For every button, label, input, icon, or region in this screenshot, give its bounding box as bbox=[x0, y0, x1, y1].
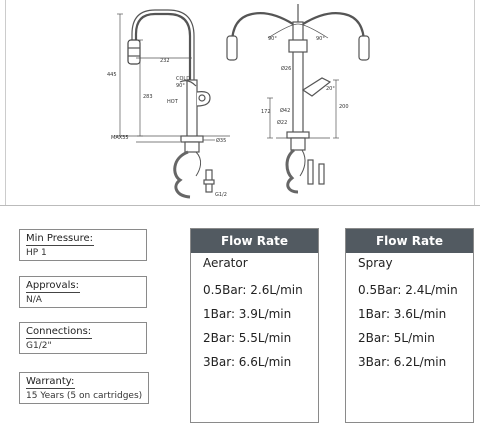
dim-232: 232 bbox=[160, 58, 170, 64]
dim-445: 445 bbox=[107, 72, 117, 78]
label-angle-a: 90° bbox=[268, 36, 277, 42]
label-angle-c: 20° bbox=[326, 86, 335, 92]
spec-value: N/A bbox=[26, 295, 42, 305]
flow-rate-header: Flow Rate bbox=[346, 229, 473, 253]
flow-rate-row: 1Bar: 3.6L/min bbox=[358, 307, 447, 321]
flow-rate-row: 2Bar: 5L/min bbox=[358, 331, 435, 345]
dim-max35: MAX35 bbox=[111, 135, 129, 141]
tap-technical-drawing bbox=[0, 0, 480, 206]
spec-value: G1/2" bbox=[26, 341, 52, 351]
flow-rate-row: 2Bar: 5.5L/min bbox=[203, 331, 292, 345]
flow-rate-row: 0.5Bar: 2.4L/min bbox=[358, 283, 458, 297]
spec-label: Warranty: bbox=[26, 376, 75, 387]
flow-rate-row: 3Bar: 6.6L/min bbox=[203, 355, 292, 369]
dim-dia42: Ø42 bbox=[280, 108, 291, 114]
spec-label: Approvals: bbox=[26, 280, 79, 291]
dim-dia22: Ø22 bbox=[277, 120, 288, 126]
label-angle-b: 90° bbox=[316, 36, 325, 42]
label-cold: COLD bbox=[176, 76, 191, 82]
flow-rate-row: 0.5Bar: 2.6L/min bbox=[203, 283, 303, 297]
spec-connections bbox=[19, 322, 147, 354]
spec-value: 15 Years (5 on cartridges) bbox=[26, 391, 143, 401]
flow-rate-header: Flow Rate bbox=[191, 229, 318, 253]
dim-283: 283 bbox=[143, 94, 153, 100]
dim-dia26: Ø26 bbox=[281, 66, 292, 72]
side-view-dimensions bbox=[114, 14, 230, 142]
flow-rate-subtitle: Aerator bbox=[203, 256, 248, 270]
flow-rate-spray-card bbox=[345, 228, 474, 423]
spec-warranty bbox=[19, 372, 149, 404]
flow-rate-aerator-card bbox=[190, 228, 319, 423]
flow-rate-row: 1Bar: 3.9L/min bbox=[203, 307, 292, 321]
flow-rate-subtitle: Spray bbox=[358, 256, 393, 270]
label-angle-left: 90° bbox=[176, 83, 185, 89]
spec-label: Connections: bbox=[26, 326, 92, 337]
front-view-tap bbox=[227, 4, 369, 192]
dim-172: 172 bbox=[261, 109, 271, 115]
spec-approvals bbox=[19, 276, 147, 308]
label-hot: HOT bbox=[167, 99, 178, 105]
dim-dia35: Ø35 bbox=[216, 138, 227, 144]
dim-thread: G1/2 bbox=[215, 192, 227, 198]
flow-rate-row: 3Bar: 6.2L/min bbox=[358, 355, 447, 369]
spec-label: Min Pressure: bbox=[26, 233, 93, 244]
spec-value: HP 1 bbox=[26, 248, 47, 258]
dim-200: 200 bbox=[339, 104, 349, 110]
spec-min-pressure bbox=[19, 229, 147, 261]
